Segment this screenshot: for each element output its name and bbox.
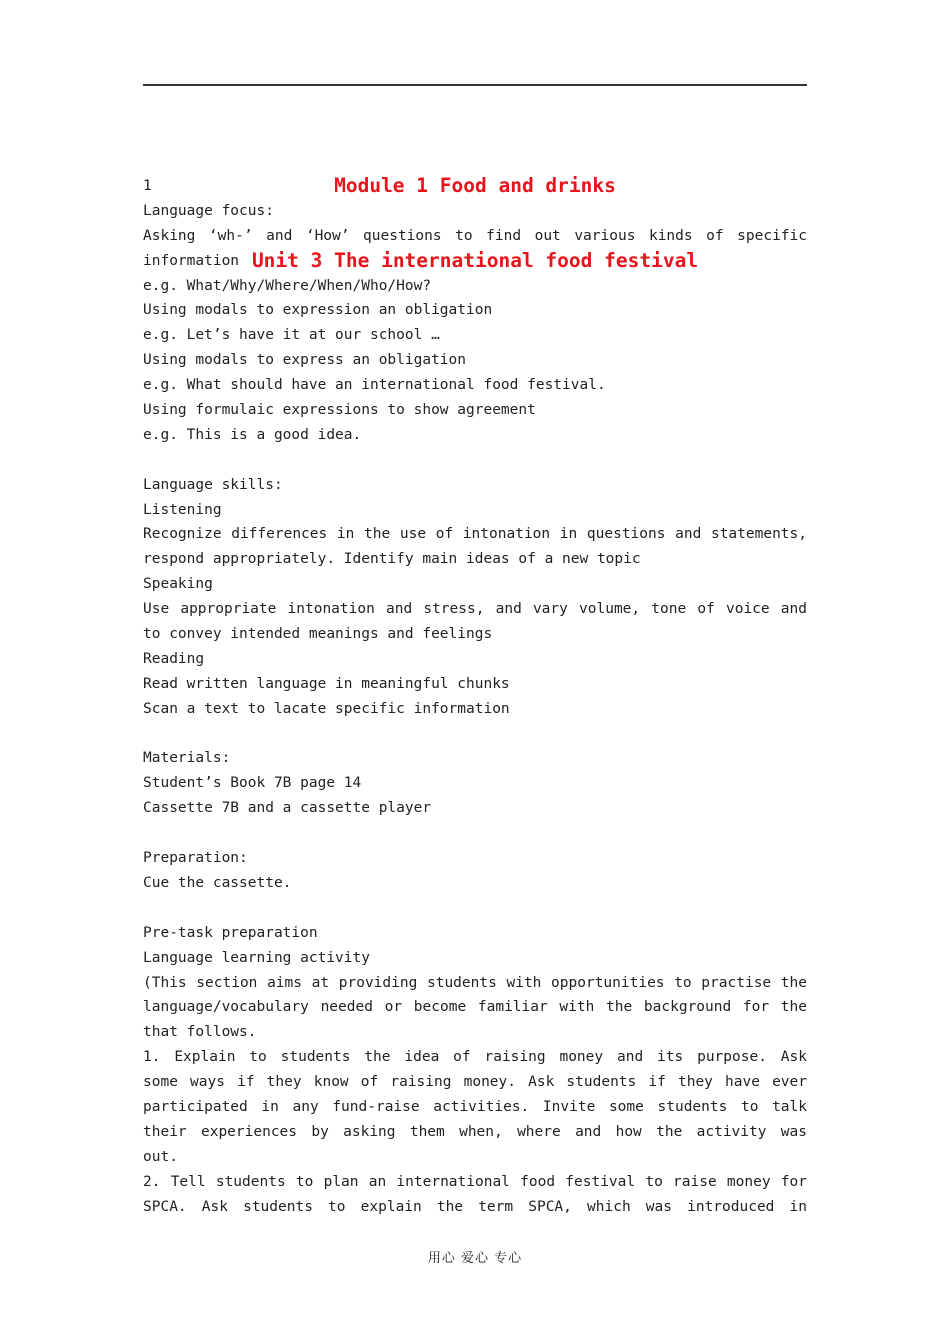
text-line: respond appropriately. Identify main ideas of a new topic [143, 551, 641, 568]
text-line: Asking ‘wh-’ and ‘How’ questions to find out various kinds of specific [143, 227, 807, 244]
header-rule [143, 84, 807, 86]
text-line: e.g. Let’s have it at our school … [143, 327, 440, 344]
page-footer: 用心 爱心 专心 [427, 1251, 523, 1266]
text-line: Preparation: [143, 850, 248, 867]
document-body [143, 174, 807, 1219]
text-line: Language learning activity [143, 949, 370, 966]
title-module: Module 1 Food and drinks [334, 174, 616, 197]
text-line: Speaking [143, 576, 213, 593]
text-line: 1. Explain to students the idea of raising money and its purpose. Ask [143, 1049, 807, 1066]
text-line: information [143, 252, 240, 269]
blank-line [143, 448, 807, 473]
text-line: SPCA. Ask students to explain the term SPCA, which was introduced in [143, 1198, 807, 1215]
text-line: that follows. [143, 1024, 257, 1041]
blank-line [143, 896, 807, 921]
text-line: participated in any fund-raise activities. Invite some students to talk [143, 1098, 807, 1115]
text-line: e.g. What/Why/Where/When/Who/How? [143, 277, 432, 294]
text-line: 1 [143, 178, 152, 194]
text-line: Cue the cassette. [143, 874, 292, 891]
text-line: their experiences by asking them when, where and how the activity was [143, 1123, 807, 1140]
text-line: out. [143, 1148, 178, 1165]
text-line: some ways if they know of raising money. Ask students if they have ever [143, 1074, 807, 1091]
text-line: Read written language in meaningful chunks [143, 675, 510, 692]
blank-line [143, 722, 807, 747]
text-line: Recognize differences in the use of intonation in questions and statements, [143, 526, 807, 543]
text-line: Cassette 7B and a cassette player [143, 800, 432, 817]
blank-line [143, 821, 807, 846]
text-line: Use appropriate intonation and stress, and vary volume, tone of voice and [143, 601, 807, 618]
text-line: Pre-task preparation [143, 924, 318, 941]
text-line: Materials: [143, 750, 231, 767]
text-line: Scan a text to lacate specific information [143, 700, 510, 717]
text-line: Language skills: [143, 476, 283, 493]
text-line: Language focus: [143, 202, 274, 219]
text-line: Using modals to express an obligation [143, 352, 467, 369]
text-line: to convey intended meanings and feelings [143, 626, 493, 643]
text-line: e.g. What should have an international food festival. [143, 377, 606, 394]
text-line: e.g. This is a good idea. [143, 426, 362, 443]
text-line: Listening [143, 501, 222, 518]
title-unit: Unit 3 The international food festival [251, 249, 699, 272]
text-line: (This section aims at providing students with opportunities to practise the [143, 974, 807, 991]
text-line: Using formulaic expressions to show agreement [143, 402, 536, 419]
text-line: Student’s Book 7B page 14 [143, 775, 362, 792]
text-line: language/vocabulary needed or become familiar with the background for the [143, 999, 807, 1016]
text-line: Using modals to expression an obligation [143, 302, 493, 319]
text-line: 2. Tell students to plan an international food festival to raise money for [143, 1173, 807, 1190]
text-line: Reading [143, 650, 205, 667]
